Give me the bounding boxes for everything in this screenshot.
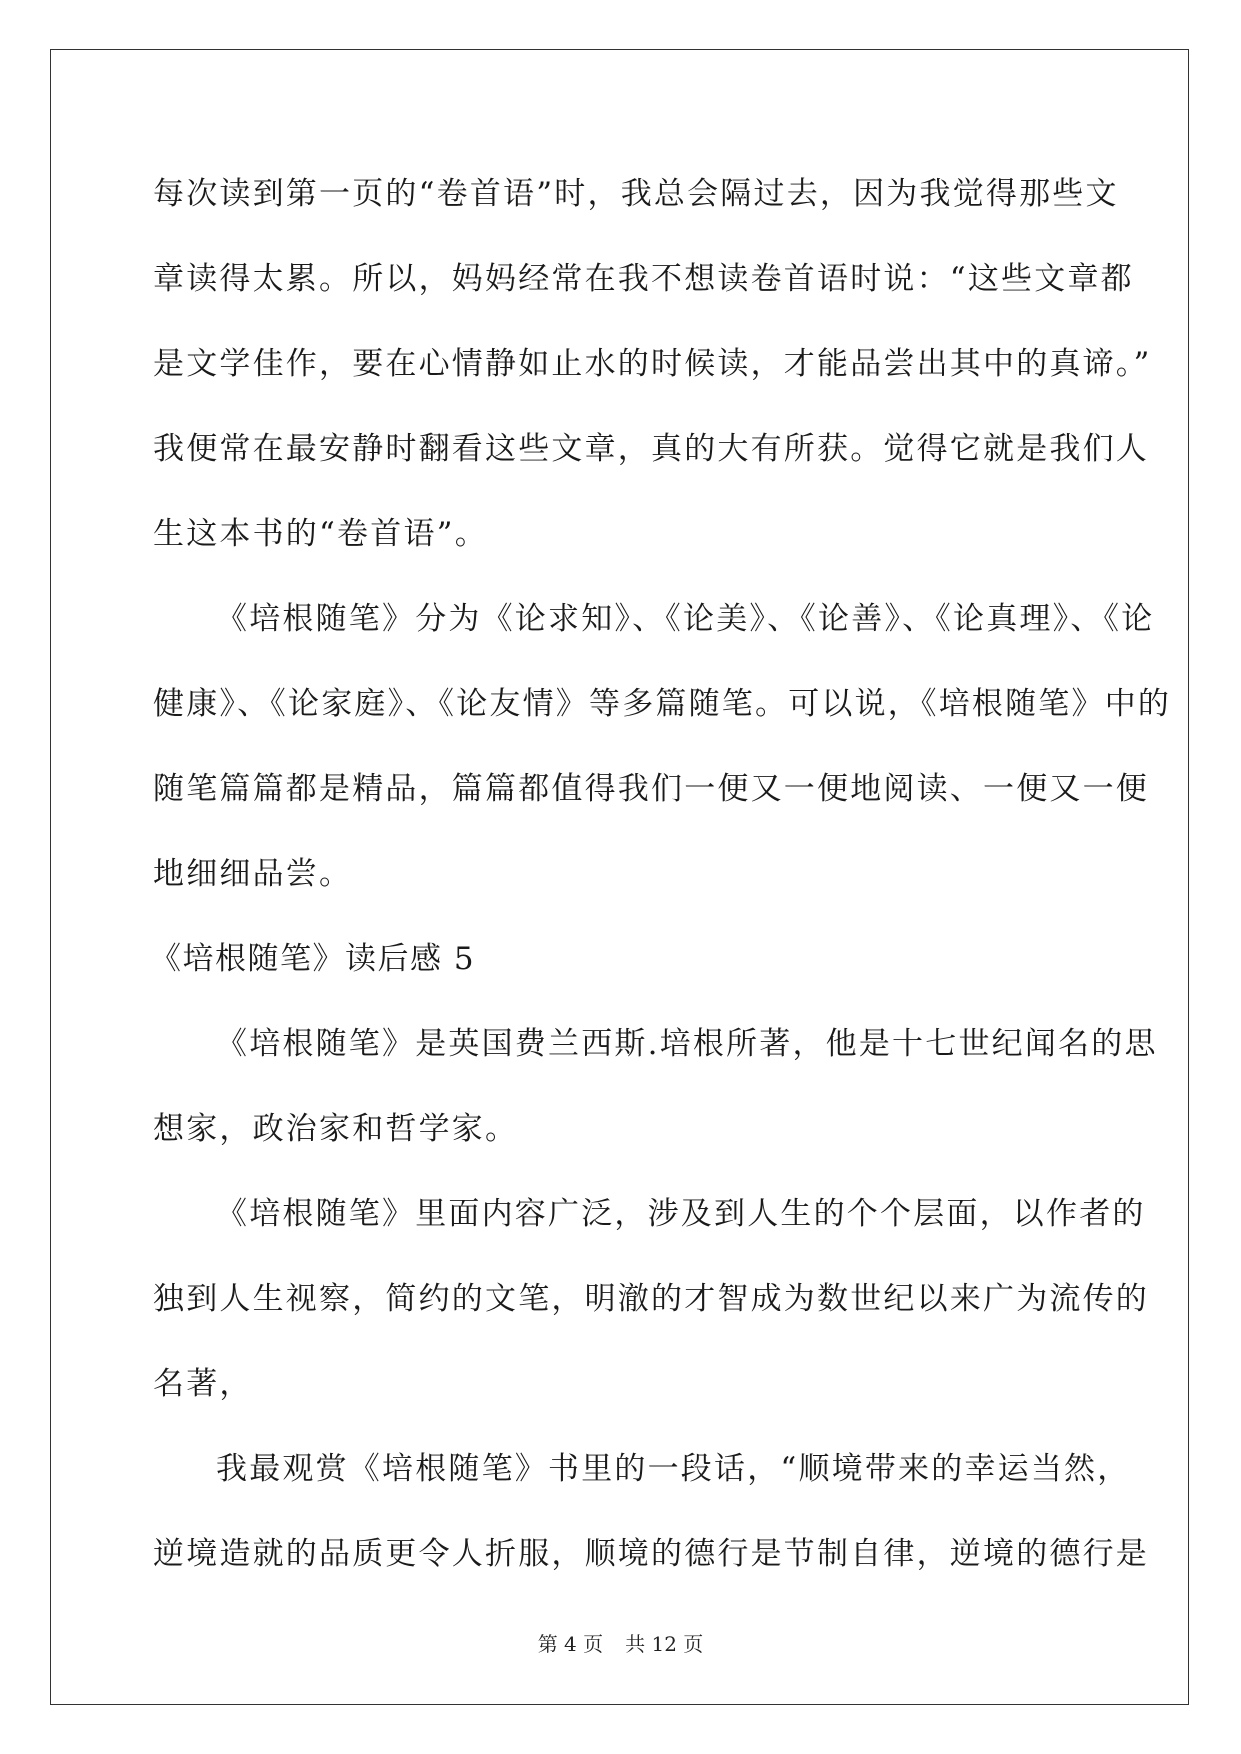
text-line: 独到人生视察，简约的文笔，明澈的才智成为数世纪以来广为流传的	[153, 1281, 1149, 1317]
section-heading: 《培根随笔》读后感 5	[150, 941, 476, 977]
text-line: 名著，	[153, 1366, 253, 1402]
text-line: 我便常在最安静时翻看这些文章，真的大有所获。觉得它就是我们人	[153, 431, 1149, 467]
text-line: 每次读到第一页的“卷首语”时，我总会隔过去，因为我觉得那些文	[153, 176, 1119, 212]
text-line: 随笔篇篇都是精品，篇篇都值得我们一便又一便地阅读、一便又一便	[153, 771, 1149, 807]
document-body	[150, 152, 1172, 1597]
text-line: 章读得太累。所以，妈妈经常在我不想读卷首语时说：“这些文章都	[153, 261, 1134, 297]
page-footer	[0, 1628, 1241, 1657]
text-line: 健康》、《论家庭》、《论友情》等多篇随笔。可以说，《培根随笔》中的	[153, 686, 1172, 722]
paragraph-start-line: 《培根随笔》里面内容广泛，涉及到人生的个个层面，以作者的	[216, 1196, 1146, 1232]
text-line: 生这本书的“卷首语”。	[153, 516, 488, 552]
paragraph-start-line: 《培根随笔》是英国费兰西斯.培根所著，他是十七世纪闻名的思	[216, 1026, 1158, 1062]
paragraph-start-line: 《培根随笔》分为《论求知》、《论美》、《论善》、《论真理》、《论	[216, 601, 1155, 637]
paragraph-start-line: 我最观赏《培根随笔》书里的一段话，“顺境带来的幸运当然，	[216, 1451, 1131, 1487]
text-line: 想家，政治家和哲学家。	[153, 1111, 519, 1147]
page-number-current: 第 4 页	[537, 1632, 604, 1656]
text-line: 是文学佳作，要在心情静如止水的时候读，才能品尝出其中的真谛。”	[153, 346, 1152, 382]
text-line: 逆境造就的品质更令人折服，顺境的德行是节制自律，逆境的德行是	[153, 1536, 1149, 1572]
text-line: 地细细品尝。	[153, 856, 353, 892]
page-number-total: 共 12 页	[625, 1632, 704, 1656]
